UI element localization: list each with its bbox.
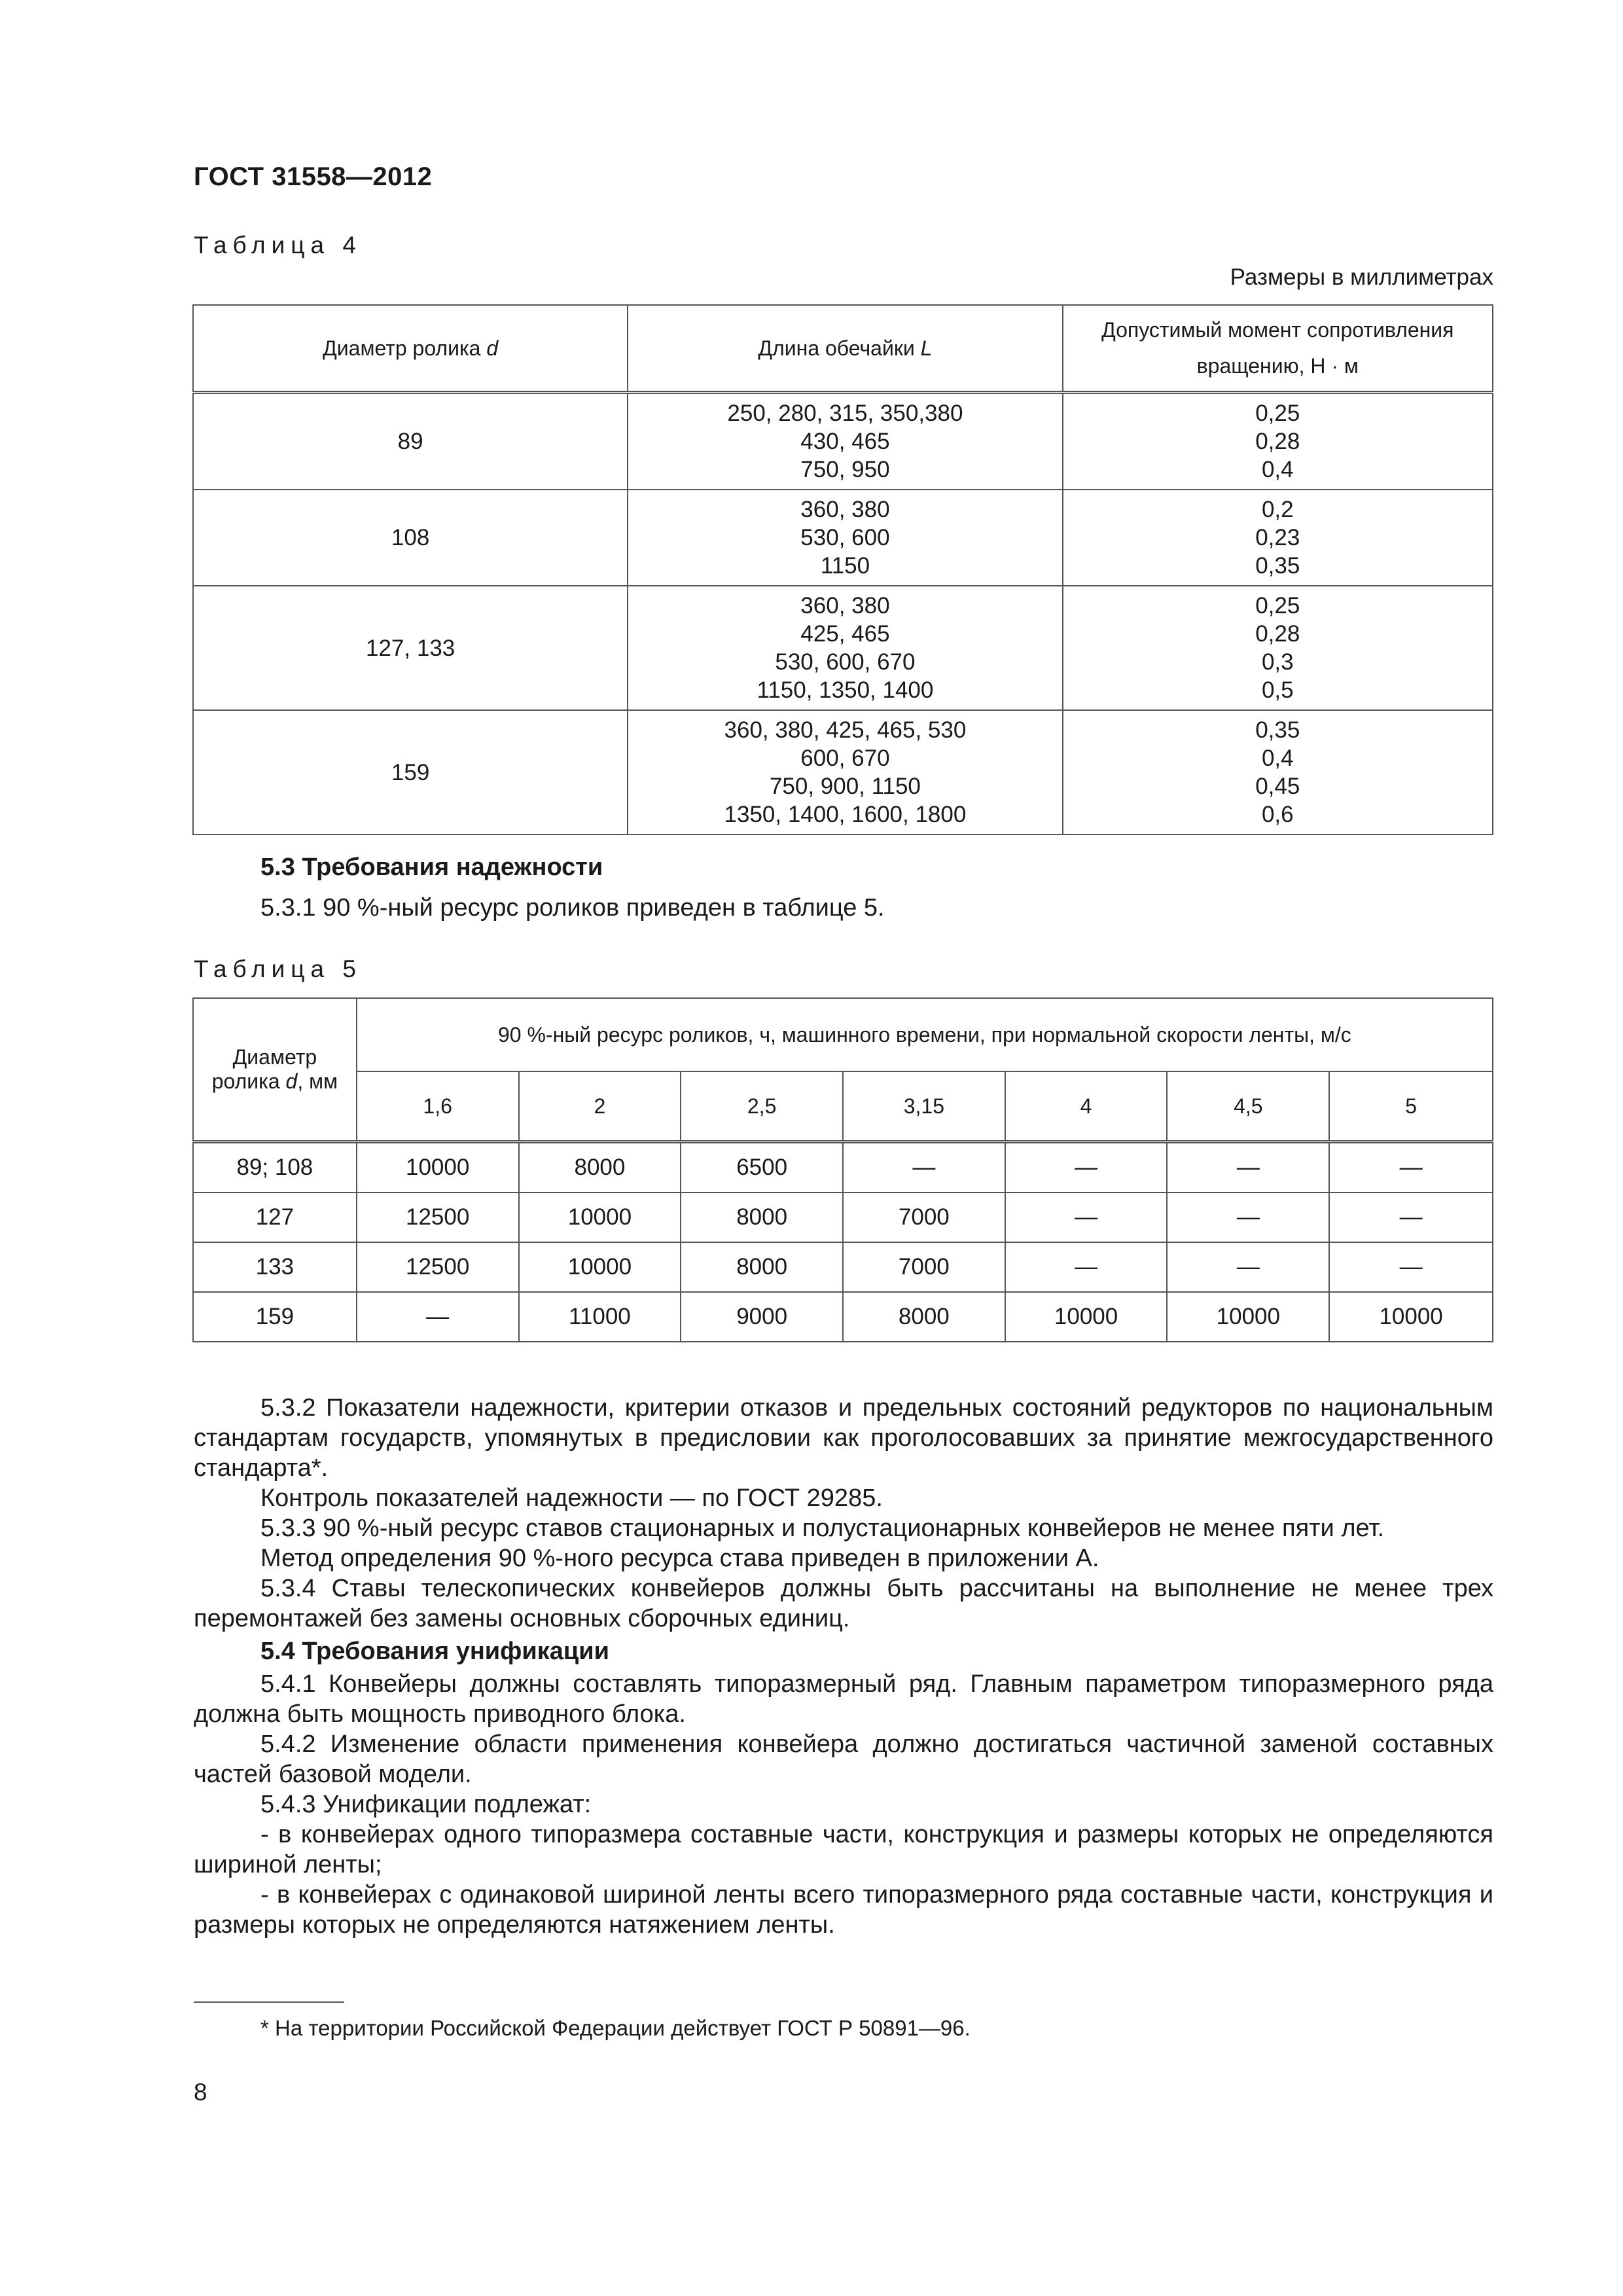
body-text <box>194 1393 1493 1940</box>
table-cell-diameter: 159 <box>193 1292 357 1342</box>
table-4-header-diameter: Диаметр ролика d <box>193 305 628 393</box>
table-cell-lengths: 360, 380 530, 600 1150 <box>628 490 1062 586</box>
table-cell: 10000 <box>1005 1292 1168 1342</box>
table-cell: 10000 <box>1329 1292 1493 1342</box>
table-5-header-speed: 2,5 <box>681 1071 843 1142</box>
table-cell-diameter: 127, 133 <box>193 586 628 710</box>
table-cell-diameter: 133 <box>193 1242 357 1292</box>
document-code: ГОСТ 31558—2012 <box>194 162 433 191</box>
table-cell: 10000 <box>1167 1292 1329 1342</box>
table-row <box>193 393 1493 490</box>
table-cell-moments: 0,35 0,4 0,45 0,6 <box>1063 710 1493 834</box>
paragraph-5-4-2: 5.4.2 Изменение области применения конвейера должно достигаться частичной заменой составных частей базовой модели. <box>194 1731 1493 1788</box>
table-5-header-speed: 1,6 <box>357 1071 519 1142</box>
table-5-caption: Таблица 5 <box>194 956 362 982</box>
table-5-header-speed: 5 <box>1329 1071 1493 1142</box>
table-cell: — <box>357 1292 519 1342</box>
table-cell: — <box>1005 1242 1168 1292</box>
paragraph-method: Метод определения 90 %-ного ресурса става приведен в приложении А. <box>260 1545 1099 1572</box>
table-cell-diameter: 89 <box>193 393 628 490</box>
table-5-header-diameter: Диаметр ролика d, мм <box>193 998 357 1142</box>
table-cell-moments: 0,25 0,28 0,4 <box>1063 393 1493 490</box>
table-cell-lengths: 360, 380, 425, 465, 530 600, 670 750, 900, 1150 1350, 1400, 1600, 1800 <box>628 710 1062 834</box>
table-cell-diameter: 127 <box>193 1193 357 1242</box>
table-cell: 10000 <box>519 1242 681 1292</box>
table-cell: — <box>843 1142 1005 1193</box>
table-row <box>193 1242 1493 1292</box>
table-row <box>193 710 1493 834</box>
table-cell: — <box>1329 1142 1493 1193</box>
table-5-header-speed: 3,15 <box>843 1071 1005 1142</box>
table-cell: — <box>1329 1242 1493 1292</box>
list-item: - в конвейерах с одинаковой шириной ленты всего типоразмерного ряда составные части, конструкция и размеры которых не определяются натяжением ленты. <box>194 1881 1493 1939</box>
table-cell: — <box>1167 1193 1329 1242</box>
list-item: - в конвейерах одного типоразмера составные части, конструкция и размеры которых не определяются шириной ленты; <box>194 1821 1493 1878</box>
table-4-units-note: Размеры в миллиметрах <box>1230 264 1493 290</box>
table-row <box>193 490 1493 586</box>
table-5-header-speed: 4,5 <box>1167 1071 1329 1142</box>
table-row <box>193 1292 1493 1342</box>
paragraph-5-4-3: 5.4.3 Унификации подлежат: <box>260 1791 592 1818</box>
table-cell: 8000 <box>681 1242 843 1292</box>
table-cell: 7000 <box>843 1193 1005 1242</box>
table-cell: 12500 <box>357 1193 519 1242</box>
page-number: 8 <box>194 2079 207 2106</box>
table-cell-lengths: 360, 380 425, 465 530, 600, 670 1150, 1350, 1400 <box>628 586 1062 710</box>
table-5-header-resource: 90 %-ный ресурс роликов, ч, машинного времени, при нормальной скорости ленты, м/с <box>357 998 1493 1071</box>
table-4-header-length: Длина обечайки L <box>628 305 1062 393</box>
table-cell: 8000 <box>681 1193 843 1242</box>
table-cell-moments: 0,25 0,28 0,3 0,5 <box>1063 586 1493 710</box>
table-cell-moments: 0,2 0,23 0,35 <box>1063 490 1493 586</box>
table-cell: — <box>1329 1193 1493 1242</box>
table-5-header-speed: 4 <box>1005 1071 1168 1142</box>
table-row <box>193 586 1493 710</box>
table-cell: 6500 <box>681 1142 843 1193</box>
table-row <box>193 1193 1493 1242</box>
table-row <box>193 1142 1493 1193</box>
table-cell-lengths: 250, 280, 315, 350,380 430, 465 750, 950 <box>628 393 1062 490</box>
paragraph-5-3-2: 5.3.2 Показатели надежности, критерии отказов и предельных состояний редукторов по национальным стандартам государств, упомянутых в предисловии как проголосовавших за принятие межгосударственного стандарта*. <box>194 1394 1493 1482</box>
table-cell-diameter: 108 <box>193 490 628 586</box>
footnote-divider <box>194 2001 344 2003</box>
footnote: * На территории Российской Федерации действует ГОСТ Р 50891—96. <box>260 2016 971 2040</box>
table-5 <box>192 997 1493 1342</box>
table-5-header-speed: 2 <box>519 1071 681 1142</box>
table-4-header-moment: Допустимый момент сопротивления вращению, Н · м <box>1063 305 1493 393</box>
table-cell: 7000 <box>843 1242 1005 1292</box>
table-cell: 11000 <box>519 1292 681 1342</box>
table-cell: 10000 <box>357 1142 519 1193</box>
table-cell: — <box>1005 1193 1168 1242</box>
paragraph-5-4-1: 5.4.1 Конвейеры должны составлять типоразмерный ряд. Главным параметром типоразмерного ряда должна быть мощность приводного блока. <box>194 1670 1493 1728</box>
table-4 <box>192 304 1493 835</box>
table-cell: 10000 <box>519 1193 681 1242</box>
paragraph-5-3-1: 5.3.1 90 %-ный ресурс роликов приведен в таблице 5. <box>260 894 885 922</box>
table-cell-diameter: 159 <box>193 710 628 834</box>
table-4-caption: Таблица 4 <box>194 232 362 259</box>
table-cell: 8000 <box>843 1292 1005 1342</box>
table-cell: 12500 <box>357 1242 519 1292</box>
paragraph-control: Контроль показателей надежности — по ГОСТ 29285. <box>260 1484 883 1512</box>
table-cell: 9000 <box>681 1292 843 1342</box>
paragraph-5-3-4: 5.3.4 Ставы телескопических конвейеров должны быть рассчитаны на выполнение не менее трех перемонтажей без замены основных сборочных единиц. <box>194 1575 1493 1632</box>
table-cell: — <box>1167 1242 1329 1292</box>
table-cell: — <box>1005 1142 1168 1193</box>
paragraph-5-3-3: 5.3.3 90 %-ный ресурс ставов стационарных и полустационарных конвейеров не менее пяти лет. <box>260 1515 1385 1542</box>
table-cell: 8000 <box>519 1142 681 1193</box>
table-cell-diameter: 89; 108 <box>193 1142 357 1193</box>
section-5-3-heading: 5.3 Требования надежности <box>260 853 603 881</box>
table-cell: — <box>1167 1142 1329 1193</box>
section-5-4-heading: 5.4 Требования унификации <box>260 1638 610 1665</box>
